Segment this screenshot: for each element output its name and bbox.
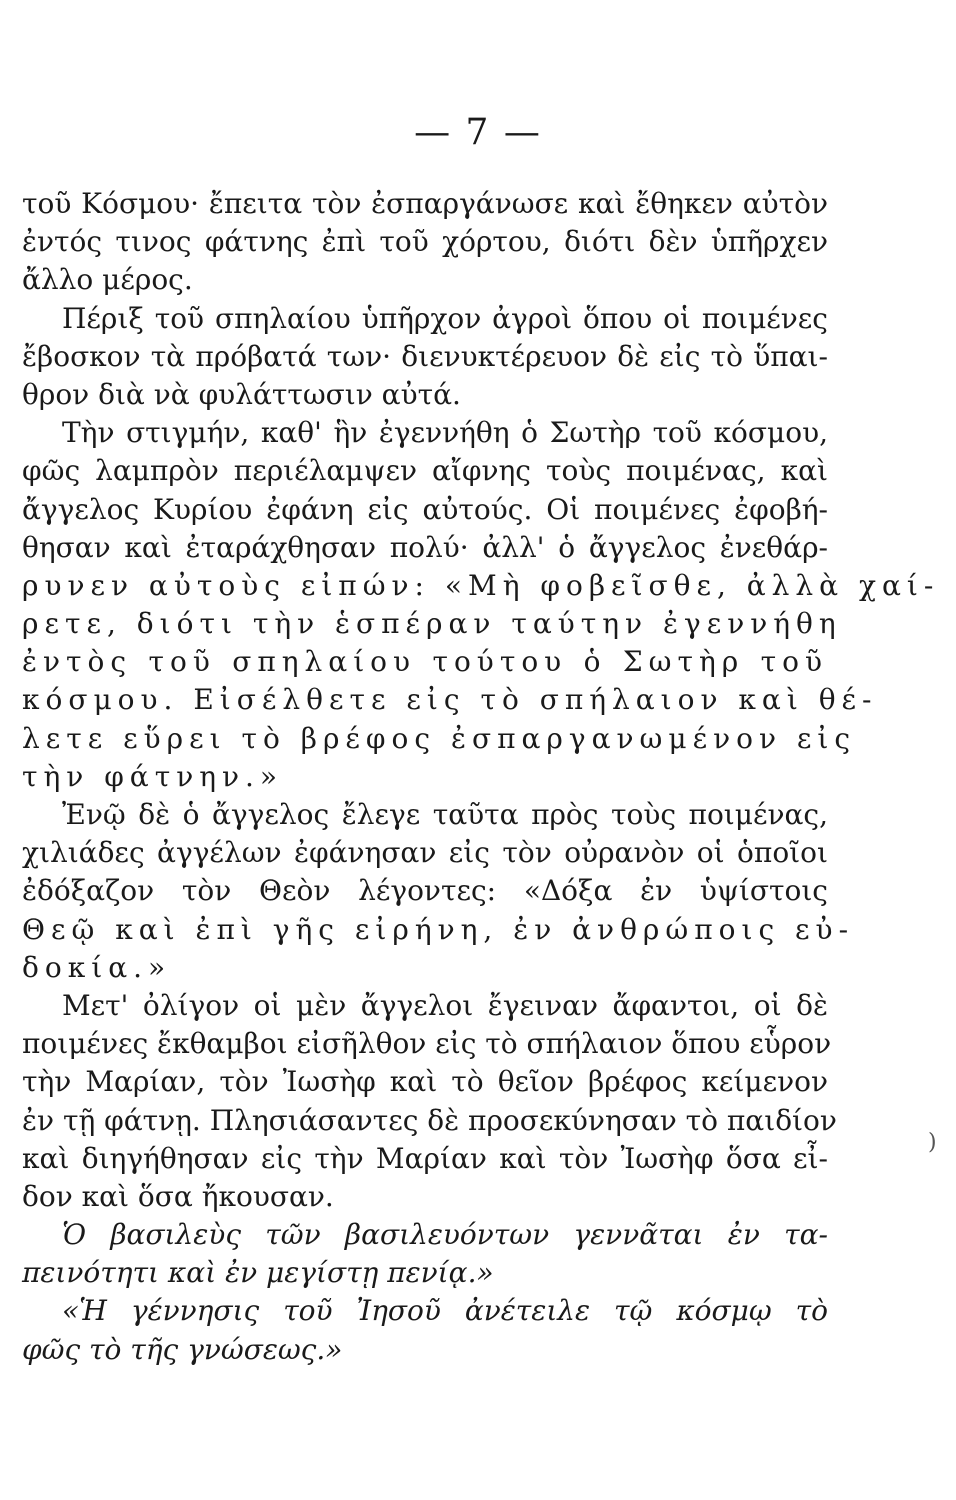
text-line: ἐντός τινος φάτνης ἐπὶ τοῦ χόρτου, διότι δὲν ὑπῆρχεν (22, 225, 828, 259)
text-line: Ὁ βασιλεὺς τῶν βασιλευόντων γεννᾶται ἐν τα- (62, 1218, 828, 1252)
text-line: δοκία.» (22, 950, 172, 984)
body-text (22, 185, 940, 1369)
text-line: ἄγγελος Κυρίου ἐφάνη εἰς αὐτούς. Οἱ ποιμένες ἐφοβή- (22, 492, 828, 526)
text-line: καὶ διηγήθησαν εἰς τὴν Μαρίαν καὶ τὸν Ἰωσὴφ ὅσα εἶ- (22, 1141, 828, 1175)
text-line: ἐδόξαζον τὸν Θεὸν λέγοντες: «Δόξα ἐν ὑψίστοις (22, 874, 828, 908)
text-line: ἐντὸς τοῦ σπηλαίου τούτου ὁ Σωτὴρ τοῦ (22, 645, 828, 679)
text-line: Τὴν στιγμήν, καθ' ἣν ἐγεννήθη ὁ Σωτὴρ τοῦ κόσμου, (62, 416, 828, 450)
text-line: ρυνεν αὐτοὺς εἰπών: «Μὴ φοβεῖσθε, ἀλλὰ χαί- (22, 568, 940, 602)
text-line: φῶς λαμπρὸν περιέλαμψεν αἴφνης τοὺς ποιμένας, καὶ (22, 454, 828, 488)
text-line: τὴν φάτνην.» (22, 759, 284, 793)
text-line: Πέριξ τοῦ σπηλαίου ὑπῆρχον ἀγροὶ ὅπου οἱ ποιμένες (62, 301, 828, 335)
text-line: ρετε, διότι τὴν ἑσπέραν ταύτην ἐγεννήθη (22, 607, 842, 641)
text-line: Μετ' ὀλίγον οἱ μὲν ἄγγελοι ἔγειναν ἄφαντοι, οἱ δὲ (62, 988, 828, 1022)
text-line: ποιμένες ἔκθαμβοι εἰσῆλθον εἰς τὸ σπήλαιον ὅπου εὗρον (22, 1027, 832, 1061)
text-line: Θεῷ καὶ ἐπὶ γῆς εἰρήνη, ἐν ἀνθρώποις εὐ- (22, 912, 855, 946)
text-line: ἄλλο μέρος. (22, 263, 193, 297)
text-line: ἔβοσκον τὰ πρόβατά των· διενυκτέρευον δὲ εἰς τὸ ὕπαι- (22, 339, 828, 373)
page-number: — 7 — (414, 112, 542, 153)
text-line: τὴν Μαρίαν, τὸν Ἰωσὴφ καὶ τὸ θεῖον βρέφος κείμενον (22, 1065, 828, 1099)
text-line: «Ἡ γέννησις τοῦ Ἰησοῦ ἀνέτειλε τῷ κόσμῳ τὸ (62, 1294, 828, 1328)
text-line: χιλιάδες ἀγγέλων ἐφάνησαν εἰς τὸν οὐρανὸν οἱ ὁποῖοι (22, 836, 828, 870)
text-line: κόσμου. Εἰσέλθετε εἰς τὸ σπήλαιον καὶ θέ- (22, 683, 878, 717)
text-line: φῶς τὸ τῆς γνώσεως.» (22, 1332, 343, 1366)
text-line: θρον διὰ νὰ φυλάττωσιν αὐτά. (22, 377, 461, 411)
text-line: Ἐνῷ δὲ ὁ ἄγγελος ἔλεγε ταῦτα πρὸς τοὺς ποιμένας, (62, 798, 828, 831)
text-line: πεινότητι καὶ ἐν μεγίστῃ πενίᾳ.» (22, 1256, 494, 1290)
margin-mark: ) (928, 1130, 937, 1155)
text-line: λετε εὕρει τὸ βρέφος ἐσπαργανωμένον εἰς (22, 721, 857, 755)
text-line: ἐν τῇ φάτνῃ. Πλησιάσαντες δὲ προσεκύνησαν τὸ παιδίον (22, 1103, 837, 1137)
text-line: θησαν καὶ ἐταράχθησαν πολύ· ἀλλ' ὁ ἄγγελος ἐνεθάρ- (22, 530, 828, 564)
text-line: δον καὶ ὅσα ἤκουσαν. (22, 1179, 334, 1213)
text-line: τοῦ Κόσμου· ἔπειτα τὸν ἐσπαργάνωσε καὶ ἔθηκεν αὐτὸν (22, 187, 828, 220)
